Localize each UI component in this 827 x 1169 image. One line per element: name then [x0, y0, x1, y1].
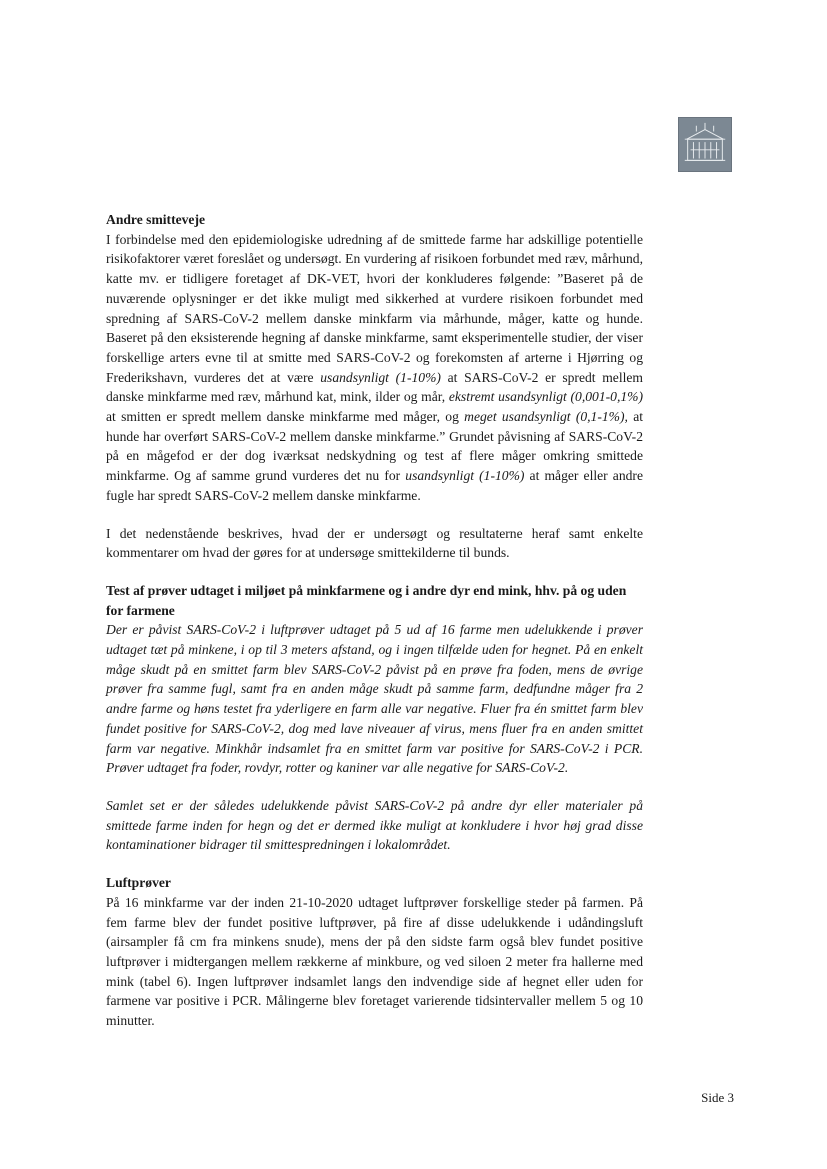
heading-luftproever: Luftprøver	[106, 875, 171, 891]
heading-andre-smitteveje: Andre smitteveje	[106, 212, 206, 227]
text-segment: I forbindelse med den epidemiologiske udredning af de smittede farme har adskillige potentielle risikofaktorer været foreslået og undersøgt. En vurdering af risikoen forbundet med ræv, mårhund, katte mv. er tidligere foretaget af DK-VET, hvori der konkluderes følgende: ”Baseret på de nuværende oplysninger er det ikke muligt med sikkerhed at vurdere risikoen forbundet med spredning af SARS-CoV-2 mellem danske minkfarm via mårhunde, måger, katte og hunde. Baseret på den eksisterende hegning af danske minkfarme, samt eksperimentelle studier, der viser forskellige arters evne til at smitte med SARS-CoV-2 og forekomsten af arterne i Hjørring og Frederikshavn, vurderes det at være	[106, 231, 643, 385]
section-test-proever	[106, 581, 643, 778]
building-icon	[679, 118, 731, 171]
heading-test-proever: Test af prøver udtaget i miljøet på minkfarmene og i andre dyr end mink, hhv. på og uden for farmene	[106, 582, 627, 618]
text-segment: at måger eller andre fugle har spredt SARS-CoV-2 mellem danske minkfarme.	[106, 468, 643, 503]
text-segment: at SARS-CoV-2 er spredt mellem danske minkfarme med ræv, mårhund kat, mink, ilder og mår,	[106, 369, 643, 405]
section-andre-smitteveje	[106, 210, 643, 506]
paragraph-andre-smitteveje	[106, 230, 643, 506]
emphasis-probability: usandsynligt (1-10%)	[320, 369, 441, 385]
section-samlet	[106, 796, 643, 855]
emphasis-probability: ekstremt usandsynligt (0,001-0,1%)	[448, 389, 643, 405]
ministry-logo	[678, 117, 732, 172]
section-intro	[106, 524, 643, 563]
page-number: Side 3	[701, 1090, 734, 1105]
section-luftproever	[106, 873, 643, 1031]
paragraph-intro: I det nedenstående beskrives, hvad der er undersøgt og resultaterne heraf samt enkelte kommentarer om hvad der gøres for at undersøge smittekilderne til bunds.	[106, 525, 643, 561]
paragraph-luftproever: På 16 minkfarme var der inden 21-10-2020 udtaget luftprøver forskellige steder på farmen. På fem farme blev der fundet positive luftprøver, på fire af disse udelukkende i udåndingsluft (airsampler få cm fra minkens snude), mens der på den sidste farm også blev fundet positive luftprøver i midtergangen mellem rækkerne af minkbure, og ved siloen 2 meter fra hallerne med mink (tabel 6). Ingen luftprøver indsamlet langs den indvendige side af hegnet eller uden for farmene var positive i PCR. Målingerne blev foretaget varierende tidsintervaller mellem 5 og 10 minutter.	[106, 894, 643, 1029]
paragraph-test-proever: Der er påvist SARS-CoV-2 i luftprøver udtaget på 5 ud af 16 farme men udelukkende i prøver udtaget tæt på minkene, i op til 3 meters afstand, og i ingen tilfælde uden for hegnet. På en enkelt måge skudt på en smittet farm blev SARS-CoV-2 påvist på en prøve fra foden, mens de øvrige prøver fra samme fugl, samt fra en anden måge skudt på samme farm, dedfundne måger fra 2 andre farme og høns testet fra yderligere en farm alle var negative. Fluer fra én smittet farm blev fundet positive for SARS-CoV-2, dog med lave niveauer af virus, mens fluer fra en anden smittet farm var negative. Minkhår indsamlet fra en smittet farm var positive for SARS-CoV-2 i PCR. Prøver udtaget fra foder, rovdyr, rotter og kaniner var alle negative for SARS-CoV-2.	[106, 622, 643, 776]
document-body	[106, 210, 643, 1049]
paragraph-samlet: Samlet set er der således udelukkende påvist SARS-CoV-2 på andre dyr eller materialer på smittede farme inden for hegn og det er dermed ikke muligt at konkludere i hvor høj grad disse kontaminationer bidrager til smittespredningen i lokalområdet.	[106, 797, 643, 853]
text-segment: at smitten er spredt mellem danske minkfarme med måger, og	[106, 409, 465, 425]
text-segment: at hunde har overført SARS-CoV-2 mellem danske minkfarme.” Grundet påvisning af SARS-CoV-2 på en mågefod er der dog iværksat nedskydning og test af flere måger omkring smittede minkfarme. Og af samme grund vurderes det nu for	[106, 409, 644, 484]
emphasis-probability: meget usandsynligt (0,1-1%),	[464, 409, 628, 425]
emphasis-probability: usandsynligt (1-10%)	[405, 468, 525, 484]
